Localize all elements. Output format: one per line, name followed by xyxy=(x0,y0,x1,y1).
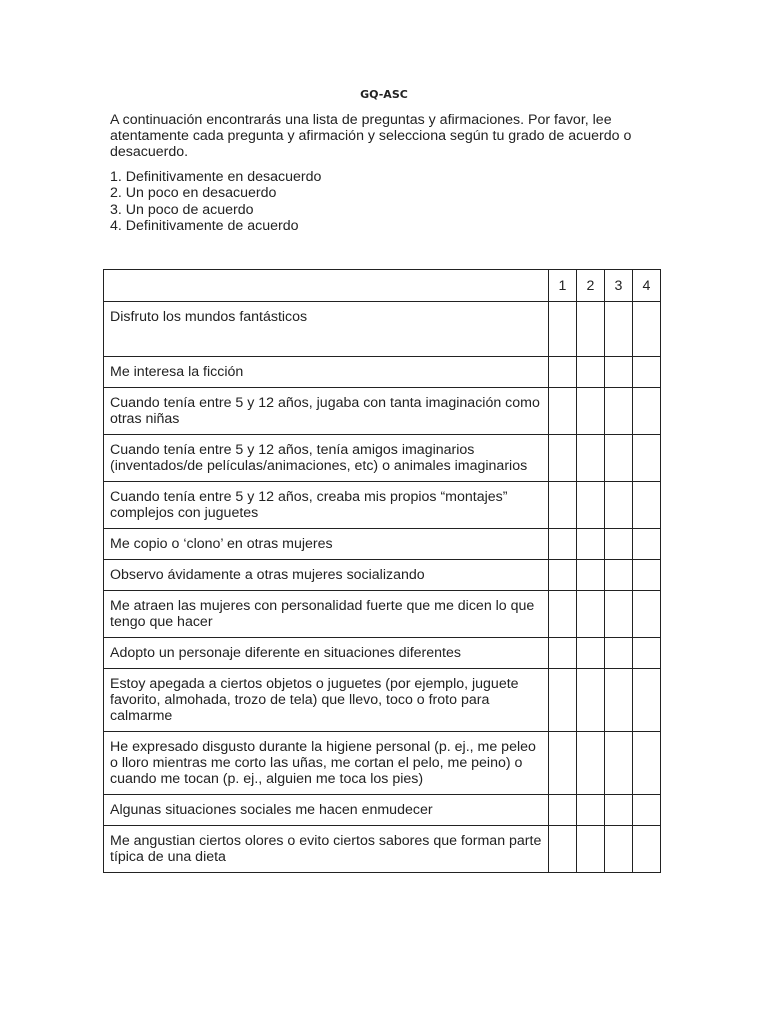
answer-cell-3[interactable] xyxy=(605,826,633,873)
answer-cell-1[interactable] xyxy=(549,388,577,435)
answer-cell-3[interactable] xyxy=(605,591,633,638)
table-body xyxy=(104,302,661,873)
answer-cell-3[interactable] xyxy=(605,732,633,795)
answer-cell-2[interactable] xyxy=(577,482,605,529)
answer-cell-2[interactable] xyxy=(577,795,605,826)
answer-cell-3[interactable] xyxy=(605,435,633,482)
table-row xyxy=(104,591,661,638)
answer-cell-1[interactable] xyxy=(549,795,577,826)
answer-cell-3[interactable] xyxy=(605,669,633,732)
answer-cell-1[interactable] xyxy=(549,669,577,732)
table-row xyxy=(104,482,661,529)
scale-item-2: 2. Un poco en desacuerdo xyxy=(110,185,277,202)
table-row xyxy=(104,560,661,591)
answer-cell-4[interactable] xyxy=(633,591,661,638)
question-text: Cuando tenía entre 5 y 12 años, creaba mis propios “montajes” complejos con juguetes xyxy=(104,482,549,529)
answer-cell-4[interactable] xyxy=(633,302,661,357)
answer-cell-4[interactable] xyxy=(633,560,661,591)
question-text: Me copio o ‘clono’ en otras mujeres xyxy=(104,529,549,560)
scale-legend xyxy=(110,169,321,234)
question-text: Observo ávidamente a otras mujeres socializando xyxy=(104,560,549,591)
question-text: Cuando tenía entre 5 y 12 años, tenía amigos imaginarios (inventados/de películas/animaciones, etc) o animales imaginarios xyxy=(104,435,549,482)
table-row xyxy=(104,302,661,357)
answer-cell-1[interactable] xyxy=(549,435,577,482)
answer-cell-1[interactable] xyxy=(549,302,577,357)
answer-cell-4[interactable] xyxy=(633,669,661,732)
header-col-4: 4 xyxy=(633,270,661,302)
answer-cell-2[interactable] xyxy=(577,529,605,560)
instructions-paragraph: A continuación encontrarás una lista de preguntas y afirmaciones. Por favor, lee atentamente cada pregunta y afirmación y selecciona según tu grado de acuerdo o desacuerdo. xyxy=(110,112,632,160)
header-col-1: 1 xyxy=(549,270,577,302)
table-row xyxy=(104,529,661,560)
answer-cell-2[interactable] xyxy=(577,435,605,482)
scale-item-1: 1. Definitivamente en desacuerdo xyxy=(110,169,322,185)
answer-cell-1[interactable] xyxy=(549,482,577,529)
answer-cell-1[interactable] xyxy=(549,638,577,669)
answer-cell-4[interactable] xyxy=(633,482,661,529)
question-text: Me interesa la ficción xyxy=(104,357,549,388)
answer-cell-1[interactable] xyxy=(549,357,577,388)
table-header-row xyxy=(104,270,661,302)
scale-item-3: 3. Un poco de acuerdo xyxy=(110,201,254,218)
answer-cell-4[interactable] xyxy=(633,826,661,873)
answer-cell-3[interactable] xyxy=(605,560,633,591)
answer-cell-2[interactable] xyxy=(577,826,605,873)
answer-cell-1[interactable] xyxy=(549,560,577,591)
answer-cell-4[interactable] xyxy=(633,638,661,669)
header-empty-cell xyxy=(104,270,549,302)
answer-cell-4[interactable] xyxy=(633,435,661,482)
answer-cell-2[interactable] xyxy=(577,302,605,357)
answer-cell-3[interactable] xyxy=(605,795,633,826)
answer-cell-1[interactable] xyxy=(549,591,577,638)
answer-cell-2[interactable] xyxy=(577,357,605,388)
table-row xyxy=(104,795,661,826)
answer-cell-1[interactable] xyxy=(549,529,577,560)
question-text: Me angustian ciertos olores o evito ciertos sabores que forman parte típica de una dieta xyxy=(104,826,549,873)
header-col-2: 2 xyxy=(577,270,605,302)
question-text: Algunas situaciones sociales me hacen enmudecer xyxy=(104,795,549,826)
question-text: Estoy apegada a ciertos objetos o juguetes (por ejemplo, juguete favorito, almohada, trozo de tela) que llevo, toco o froto para calmarme xyxy=(104,669,549,732)
table-row xyxy=(104,357,661,388)
answer-cell-4[interactable] xyxy=(633,357,661,388)
question-text: Adopto un personaje diferente en situaciones diferentes xyxy=(104,638,549,669)
answer-cell-2[interactable] xyxy=(577,732,605,795)
table-row xyxy=(104,669,661,732)
answer-cell-2[interactable] xyxy=(577,560,605,591)
table-row xyxy=(104,388,661,435)
answer-cell-4[interactable] xyxy=(633,388,661,435)
scale-item-4: 4. Definitivamente de acuerdo xyxy=(110,217,299,234)
question-text: Cuando tenía entre 5 y 12 años, jugaba con tanta imaginación como otras niñas xyxy=(104,388,549,435)
answer-cell-1[interactable] xyxy=(549,826,577,873)
question-text: He expresado disgusto durante la higiene personal (p. ej., me peleo o lloro mientras me corto las uñas, me cortan el pelo, me peino) o cuando me tocan (p. ej., alguien me toca los pies) xyxy=(104,732,549,795)
question-text: Me atraen las mujeres con personalidad fuerte que me dicen lo que tengo que hacer xyxy=(104,591,549,638)
answer-cell-3[interactable] xyxy=(605,529,633,560)
answer-cell-3[interactable] xyxy=(605,638,633,669)
answer-cell-3[interactable] xyxy=(605,357,633,388)
answer-cell-2[interactable] xyxy=(577,638,605,669)
table-row xyxy=(104,638,661,669)
table-row xyxy=(104,826,661,873)
answer-cell-4[interactable] xyxy=(633,732,661,795)
table-row xyxy=(104,732,661,795)
document-title: GQ-ASC xyxy=(360,88,408,101)
answer-cell-2[interactable] xyxy=(577,591,605,638)
answer-cell-3[interactable] xyxy=(605,388,633,435)
answer-cell-2[interactable] xyxy=(577,388,605,435)
answer-cell-3[interactable] xyxy=(605,302,633,357)
answer-cell-4[interactable] xyxy=(633,529,661,560)
answer-cell-3[interactable] xyxy=(605,482,633,529)
table-row xyxy=(104,435,661,482)
answer-cell-4[interactable] xyxy=(633,795,661,826)
header-col-3: 3 xyxy=(605,270,633,302)
questionnaire-table xyxy=(103,269,661,873)
answer-cell-2[interactable] xyxy=(577,669,605,732)
answer-cell-1[interactable] xyxy=(549,732,577,795)
question-text: Disfruto los mundos fantásticos xyxy=(104,302,549,357)
